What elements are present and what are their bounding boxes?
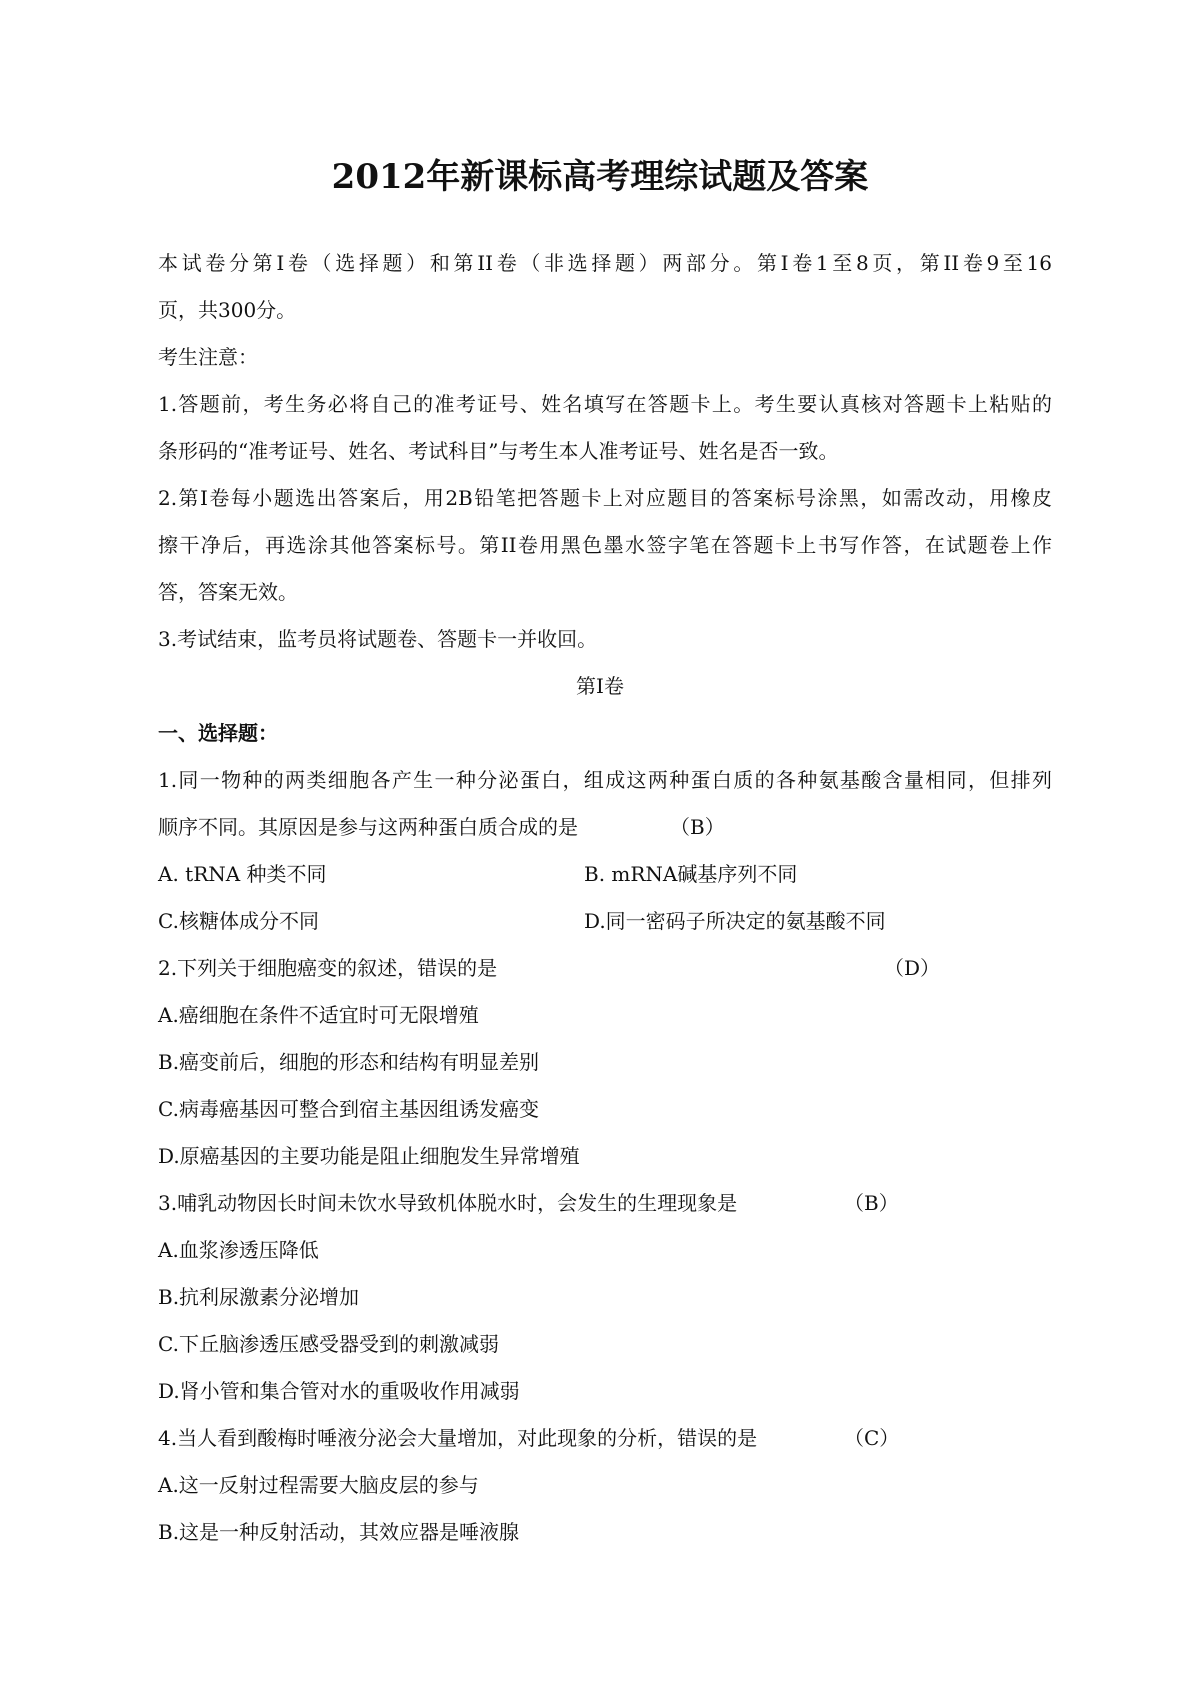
question-3-option-d: D.肾小管和集合管对水的重吸收作用减弱 (158, 1379, 520, 1403)
question-2-option-d: D.原癌基因的主要功能是阻止细胞发生异常增殖 (158, 1144, 580, 1168)
question-3-answer: （B） (844, 1191, 899, 1215)
notice-2-line-1: 2.第Ⅰ卷每小题选出答案后，用2B铅笔把答题卡上对应题目的答案标号涂黑，如需改动，用橡皮 (158, 486, 1052, 510)
question-1-stem-line-2: 顺序不同。其原因是参与这两种蛋白质合成的是 (158, 815, 578, 839)
question-3-option-c: C.下丘脑渗透压感受器受到的刺激减弱 (158, 1332, 499, 1356)
intro-line-2: 页，共300分。 (158, 298, 297, 322)
question-3-stem: 3.哺乳动物因长时间未饮水导致机体脱水时，会发生的生理现象是 (158, 1191, 738, 1215)
question-1-option-a: A. tRNA 种类不同 (158, 862, 327, 886)
question-2-option-c: C.病毒癌基因可整合到宿主基因组诱发癌变 (158, 1097, 539, 1121)
intro-line-1: 本试卷分第Ⅰ卷（选择题）和第II卷（非选择题）两部分。第Ⅰ卷1至8页，第II卷9至16 (158, 251, 1052, 275)
question-4-answer: （C） (844, 1426, 900, 1450)
part-heading: 一、选择题： (158, 721, 278, 745)
notice-3: 3.考试结束，监考员将试题卷、答题卡一并收回。 (158, 627, 598, 651)
question-4-stem: 4.当人看到酸梅时唾液分泌会大量增加，对此现象的分析，错误的是 (158, 1426, 758, 1450)
question-1-option-b: B. mRNA碱基序列不同 (584, 862, 798, 886)
question-2-option-a: A.癌细胞在条件不适宜时可无限增殖 (158, 1003, 479, 1027)
question-1-option-d: D.同一密码子所决定的氨基酸不同 (584, 909, 886, 933)
notice-2-line-3: 答，答案无效。 (158, 580, 298, 604)
notice-heading: 考生注意： (158, 345, 258, 369)
notice-1-line-1: 1.答题前，考生务必将自己的准考证号、姓名填写在答题卡上。考生要认真核对答题卡上粘贴的 (158, 392, 1052, 416)
question-4-option-b: B.这是一种反射活动，其效应器是唾液腺 (158, 1520, 520, 1544)
notice-1-line-2: 条形码的“准考证号、姓名、考试科目”与考生本人准考证号、姓名是否一致。 (158, 439, 839, 463)
question-3-option-b: B.抗利尿激素分泌增加 (158, 1285, 360, 1309)
question-1-stem-line-1: 1.同一物种的两类细胞各产生一种分泌蛋白，组成这两种蛋白质的各种氨基酸含量相同，但排列 (158, 768, 1052, 792)
question-1-option-c: C.核糖体成分不同 (158, 909, 319, 933)
question-4-option-a: A.这一反射过程需要大脑皮层的参与 (158, 1473, 479, 1497)
question-3-option-a: A.血浆渗透压降低 (158, 1238, 319, 1262)
section-title: 第Ⅰ卷 (576, 674, 624, 698)
question-1-answer: （B） (670, 815, 725, 839)
document-title: 2012年新课标高考理综试题及答案 (331, 157, 869, 197)
question-2-stem: 2.下列关于细胞癌变的叙述，错误的是 (158, 956, 498, 980)
notice-2-line-2: 擦干净后，再选涂其他答案标号。第II卷用黑色墨水签字笔在答题卡上书写作答，在试题卷上作 (158, 533, 1052, 557)
question-2-option-b: B.癌变前后，细胞的形态和结构有明显差别 (158, 1050, 540, 1074)
question-2-answer: （D） (884, 956, 941, 980)
